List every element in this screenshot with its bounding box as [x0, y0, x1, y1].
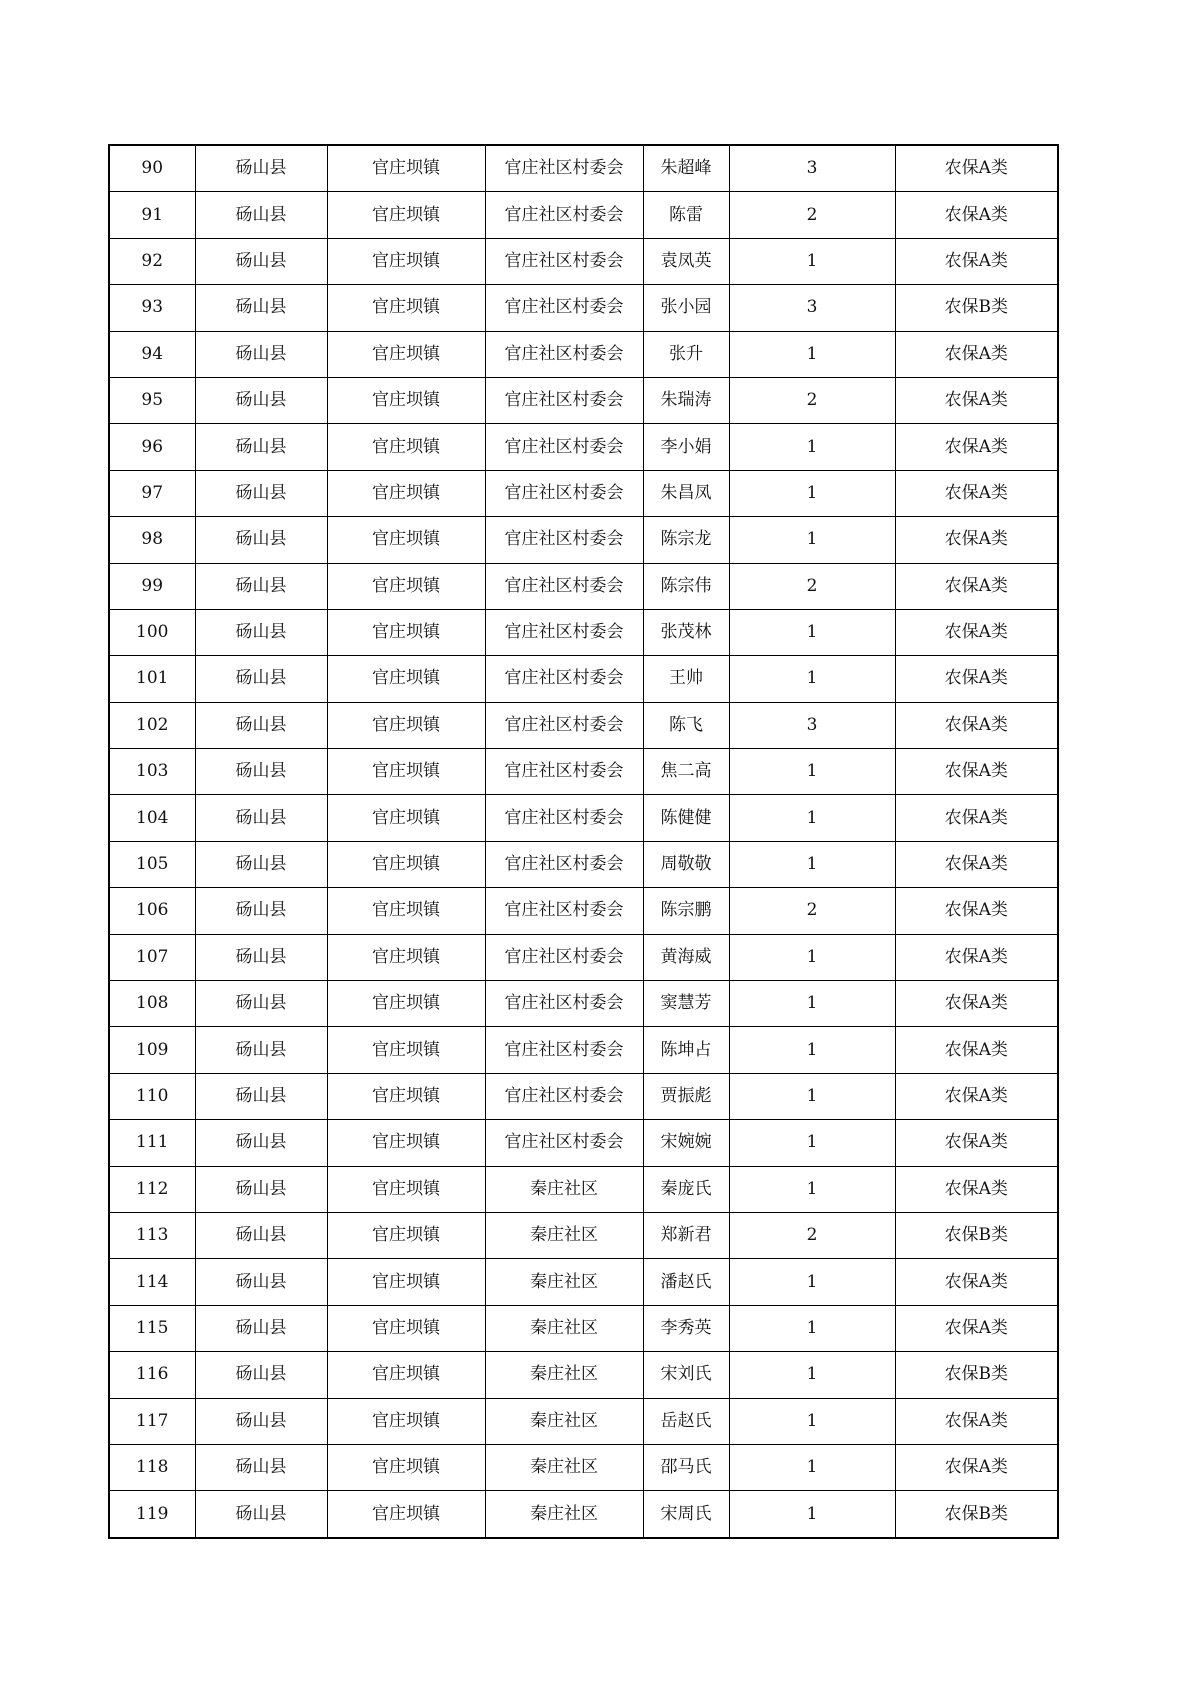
county-cell: 砀山县: [195, 192, 327, 238]
county-cell: 砀山县: [195, 841, 327, 887]
household-count-cell: 1: [729, 1305, 895, 1351]
household-count-cell: 1: [729, 841, 895, 887]
records-table-body: [109, 145, 1058, 1538]
table-row: [109, 1027, 1058, 1073]
village-cell: 官庄社区村委会: [485, 656, 643, 702]
person-name-cell: 朱瑞涛: [643, 377, 729, 423]
household-count-cell: 1: [729, 795, 895, 841]
village-cell: 官庄社区村委会: [485, 749, 643, 795]
household-count-cell: 1: [729, 1398, 895, 1444]
village-cell: 秦庄社区: [485, 1398, 643, 1444]
town-cell: 官庄坝镇: [327, 1352, 485, 1398]
town-cell: 官庄坝镇: [327, 1212, 485, 1258]
county-cell: 砀山县: [195, 1398, 327, 1444]
household-count-cell: 1: [729, 656, 895, 702]
county-cell: 砀山县: [195, 1073, 327, 1119]
household-count-cell: 1: [729, 1444, 895, 1490]
village-cell: 秦庄社区: [485, 1259, 643, 1305]
insurance-category-cell: 农保A类: [895, 1398, 1058, 1444]
insurance-category-cell: 农保A类: [895, 795, 1058, 841]
town-cell: 官庄坝镇: [327, 1120, 485, 1166]
household-count-cell: 2: [729, 563, 895, 609]
row-number-cell: 98: [109, 517, 195, 563]
row-number-cell: 109: [109, 1027, 195, 1073]
insurance-category-cell: 农保A类: [895, 517, 1058, 563]
village-cell: 秦庄社区: [485, 1444, 643, 1490]
village-cell: 官庄社区村委会: [485, 1027, 643, 1073]
table-row: [109, 609, 1058, 655]
insurance-category-cell: 农保A类: [895, 702, 1058, 748]
village-cell: 官庄社区村委会: [485, 888, 643, 934]
person-name-cell: 陈飞: [643, 702, 729, 748]
county-cell: 砀山县: [195, 1352, 327, 1398]
household-count-cell: 1: [729, 1027, 895, 1073]
household-count-cell: 1: [729, 238, 895, 284]
village-cell: 官庄社区村委会: [485, 377, 643, 423]
village-cell: 官庄社区村委会: [485, 470, 643, 516]
town-cell: 官庄坝镇: [327, 1259, 485, 1305]
county-cell: 砀山县: [195, 749, 327, 795]
insurance-category-cell: 农保A类: [895, 841, 1058, 887]
person-name-cell: 潘赵氏: [643, 1259, 729, 1305]
town-cell: 官庄坝镇: [327, 331, 485, 377]
table-row: [109, 1166, 1058, 1212]
table-row: [109, 1398, 1058, 1444]
row-number-cell: 108: [109, 981, 195, 1027]
insurance-category-cell: 农保A类: [895, 1073, 1058, 1119]
table-row: [109, 1073, 1058, 1119]
table-row: [109, 749, 1058, 795]
town-cell: 官庄坝镇: [327, 377, 485, 423]
town-cell: 官庄坝镇: [327, 285, 485, 331]
insurance-category-cell: 农保A类: [895, 981, 1058, 1027]
county-cell: 砀山县: [195, 331, 327, 377]
row-number-cell: 112: [109, 1166, 195, 1212]
town-cell: 官庄坝镇: [327, 424, 485, 470]
table-row: [109, 934, 1058, 980]
county-cell: 砀山县: [195, 1212, 327, 1258]
county-cell: 砀山县: [195, 609, 327, 655]
county-cell: 砀山县: [195, 702, 327, 748]
village-cell: 官庄社区村委会: [485, 192, 643, 238]
person-name-cell: 王帅: [643, 656, 729, 702]
table-row: [109, 470, 1058, 516]
village-cell: 官庄社区村委会: [485, 238, 643, 284]
town-cell: 官庄坝镇: [327, 1027, 485, 1073]
row-number-cell: 92: [109, 238, 195, 284]
household-count-cell: 1: [729, 331, 895, 377]
table-row: [109, 1352, 1058, 1398]
insurance-category-cell: 农保A类: [895, 1259, 1058, 1305]
village-cell: 官庄社区村委会: [485, 517, 643, 563]
household-count-cell: 3: [729, 702, 895, 748]
household-count-cell: 1: [729, 470, 895, 516]
insurance-category-cell: 农保A类: [895, 563, 1058, 609]
row-number-cell: 119: [109, 1491, 195, 1538]
household-count-cell: 1: [729, 1259, 895, 1305]
person-name-cell: 陈健健: [643, 795, 729, 841]
county-cell: 砀山县: [195, 981, 327, 1027]
county-cell: 砀山县: [195, 1444, 327, 1490]
insurance-category-cell: 农保A类: [895, 749, 1058, 795]
insurance-category-cell: 农保A类: [895, 1444, 1058, 1490]
row-number-cell: 107: [109, 934, 195, 980]
county-cell: 砀山县: [195, 1120, 327, 1166]
county-cell: 砀山县: [195, 656, 327, 702]
insurance-category-cell: 农保B类: [895, 1212, 1058, 1258]
row-number-cell: 102: [109, 702, 195, 748]
household-count-cell: 1: [729, 1352, 895, 1398]
insurance-category-cell: 农保A类: [895, 1120, 1058, 1166]
table-row: [109, 656, 1058, 702]
table-row: [109, 841, 1058, 887]
household-count-cell: 2: [729, 1212, 895, 1258]
county-cell: 砀山县: [195, 145, 327, 192]
row-number-cell: 97: [109, 470, 195, 516]
household-count-cell: 1: [729, 1073, 895, 1119]
row-number-cell: 95: [109, 377, 195, 423]
insurance-category-cell: 农保A类: [895, 331, 1058, 377]
town-cell: 官庄坝镇: [327, 841, 485, 887]
person-name-cell: 张升: [643, 331, 729, 377]
person-name-cell: 陈宗伟: [643, 563, 729, 609]
town-cell: 官庄坝镇: [327, 1073, 485, 1119]
town-cell: 官庄坝镇: [327, 1305, 485, 1351]
town-cell: 官庄坝镇: [327, 1444, 485, 1490]
person-name-cell: 陈坤占: [643, 1027, 729, 1073]
household-count-cell: 3: [729, 285, 895, 331]
town-cell: 官庄坝镇: [327, 656, 485, 702]
county-cell: 砀山县: [195, 424, 327, 470]
person-name-cell: 袁凤英: [643, 238, 729, 284]
table-row: [109, 1259, 1058, 1305]
village-cell: 秦庄社区: [485, 1352, 643, 1398]
insurance-category-cell: 农保A类: [895, 238, 1058, 284]
insurance-category-cell: 农保A类: [895, 656, 1058, 702]
person-name-cell: 秦庞氏: [643, 1166, 729, 1212]
person-name-cell: 宋刘氏: [643, 1352, 729, 1398]
county-cell: 砀山县: [195, 285, 327, 331]
row-number-cell: 104: [109, 795, 195, 841]
town-cell: 官庄坝镇: [327, 888, 485, 934]
village-cell: 官庄社区村委会: [485, 609, 643, 655]
insurance-category-cell: 农保A类: [895, 192, 1058, 238]
table-row: [109, 1120, 1058, 1166]
village-cell: 官庄社区村委会: [485, 285, 643, 331]
village-cell: 官庄社区村委会: [485, 934, 643, 980]
county-cell: 砀山县: [195, 1259, 327, 1305]
household-count-cell: 1: [729, 1120, 895, 1166]
row-number-cell: 106: [109, 888, 195, 934]
insurance-category-cell: 农保A类: [895, 934, 1058, 980]
table-row: [109, 1491, 1058, 1538]
town-cell: 官庄坝镇: [327, 238, 485, 284]
village-cell: 官庄社区村委会: [485, 981, 643, 1027]
person-name-cell: 宋婉婉: [643, 1120, 729, 1166]
person-name-cell: 贾振彪: [643, 1073, 729, 1119]
person-name-cell: 邵马氏: [643, 1444, 729, 1490]
village-cell: 官庄社区村委会: [485, 563, 643, 609]
county-cell: 砀山县: [195, 470, 327, 516]
row-number-cell: 115: [109, 1305, 195, 1351]
person-name-cell: 郑新君: [643, 1212, 729, 1258]
row-number-cell: 105: [109, 841, 195, 887]
table-row: [109, 377, 1058, 423]
table-row: [109, 517, 1058, 563]
county-cell: 砀山县: [195, 934, 327, 980]
county-cell: 砀山县: [195, 1305, 327, 1351]
town-cell: 官庄坝镇: [327, 795, 485, 841]
insurance-category-cell: 农保A类: [895, 424, 1058, 470]
person-name-cell: 陈宗龙: [643, 517, 729, 563]
town-cell: 官庄坝镇: [327, 517, 485, 563]
table-row: [109, 331, 1058, 377]
row-number-cell: 117: [109, 1398, 195, 1444]
row-number-cell: 96: [109, 424, 195, 470]
town-cell: 官庄坝镇: [327, 563, 485, 609]
person-name-cell: 黄海威: [643, 934, 729, 980]
person-name-cell: 李小娟: [643, 424, 729, 470]
insurance-category-cell: 农保A类: [895, 377, 1058, 423]
household-count-cell: 2: [729, 888, 895, 934]
village-cell: 官庄社区村委会: [485, 331, 643, 377]
town-cell: 官庄坝镇: [327, 702, 485, 748]
household-count-cell: 1: [729, 1166, 895, 1212]
person-name-cell: 朱超峰: [643, 145, 729, 192]
county-cell: 砀山县: [195, 888, 327, 934]
county-cell: 砀山县: [195, 238, 327, 284]
insurance-category-cell: 农保A类: [895, 1027, 1058, 1073]
person-name-cell: 李秀英: [643, 1305, 729, 1351]
table-row: [109, 702, 1058, 748]
town-cell: 官庄坝镇: [327, 145, 485, 192]
insurance-category-cell: 农保A类: [895, 888, 1058, 934]
row-number-cell: 114: [109, 1259, 195, 1305]
person-name-cell: 宋周氏: [643, 1491, 729, 1538]
household-count-cell: 1: [729, 981, 895, 1027]
village-cell: 秦庄社区: [485, 1166, 643, 1212]
household-count-cell: 2: [729, 192, 895, 238]
table-row: [109, 1305, 1058, 1351]
county-cell: 砀山县: [195, 1166, 327, 1212]
town-cell: 官庄坝镇: [327, 609, 485, 655]
table-row: [109, 981, 1058, 1027]
row-number-cell: 116: [109, 1352, 195, 1398]
person-name-cell: 焦二高: [643, 749, 729, 795]
table-row: [109, 563, 1058, 609]
insurance-category-cell: 农保A类: [895, 145, 1058, 192]
county-cell: 砀山县: [195, 1491, 327, 1538]
row-number-cell: 118: [109, 1444, 195, 1490]
insurance-category-cell: 农保B类: [895, 1352, 1058, 1398]
row-number-cell: 110: [109, 1073, 195, 1119]
county-cell: 砀山县: [195, 517, 327, 563]
household-count-cell: 3: [729, 145, 895, 192]
person-name-cell: 窦慧芳: [643, 981, 729, 1027]
village-cell: 官庄社区村委会: [485, 145, 643, 192]
town-cell: 官庄坝镇: [327, 1491, 485, 1538]
village-cell: 官庄社区村委会: [485, 795, 643, 841]
table-row: [109, 1212, 1058, 1258]
person-name-cell: 朱昌凤: [643, 470, 729, 516]
person-name-cell: 陈宗鹏: [643, 888, 729, 934]
insurance-category-cell: 农保B类: [895, 1491, 1058, 1538]
village-cell: 秦庄社区: [485, 1305, 643, 1351]
county-cell: 砀山县: [195, 563, 327, 609]
village-cell: 秦庄社区: [485, 1212, 643, 1258]
household-count-cell: 1: [729, 749, 895, 795]
table-row: [109, 145, 1058, 192]
household-count-cell: 1: [729, 1491, 895, 1538]
town-cell: 官庄坝镇: [327, 1166, 485, 1212]
table-row: [109, 888, 1058, 934]
insurance-category-cell: 农保A类: [895, 1166, 1058, 1212]
household-count-cell: 1: [729, 424, 895, 470]
insurance-category-cell: 农保A类: [895, 1305, 1058, 1351]
insurance-category-cell: 农保A类: [895, 609, 1058, 655]
table-row: [109, 1444, 1058, 1490]
person-name-cell: 张小园: [643, 285, 729, 331]
row-number-cell: 111: [109, 1120, 195, 1166]
county-cell: 砀山县: [195, 795, 327, 841]
table-row: [109, 795, 1058, 841]
table-row: [109, 285, 1058, 331]
household-count-cell: 2: [729, 377, 895, 423]
row-number-cell: 93: [109, 285, 195, 331]
row-number-cell: 113: [109, 1212, 195, 1258]
village-cell: 官庄社区村委会: [485, 1073, 643, 1119]
household-count-cell: 1: [729, 609, 895, 655]
town-cell: 官庄坝镇: [327, 934, 485, 980]
row-number-cell: 99: [109, 563, 195, 609]
insurance-category-cell: 农保B类: [895, 285, 1058, 331]
row-number-cell: 94: [109, 331, 195, 377]
town-cell: 官庄坝镇: [327, 981, 485, 1027]
row-number-cell: 103: [109, 749, 195, 795]
town-cell: 官庄坝镇: [327, 1398, 485, 1444]
county-cell: 砀山县: [195, 377, 327, 423]
person-name-cell: 张茂林: [643, 609, 729, 655]
village-cell: 官庄社区村委会: [485, 841, 643, 887]
table-row: [109, 238, 1058, 284]
household-count-cell: 1: [729, 934, 895, 980]
table-row: [109, 192, 1058, 238]
county-cell: 砀山县: [195, 1027, 327, 1073]
person-name-cell: 陈雷: [643, 192, 729, 238]
town-cell: 官庄坝镇: [327, 192, 485, 238]
town-cell: 官庄坝镇: [327, 470, 485, 516]
person-name-cell: 周敬敬: [643, 841, 729, 887]
row-number-cell: 90: [109, 145, 195, 192]
row-number-cell: 91: [109, 192, 195, 238]
row-number-cell: 101: [109, 656, 195, 702]
village-cell: 官庄社区村委会: [485, 424, 643, 470]
household-count-cell: 1: [729, 517, 895, 563]
village-cell: 官庄社区村委会: [485, 702, 643, 748]
records-table: [108, 144, 1059, 1539]
village-cell: 官庄社区村委会: [485, 1120, 643, 1166]
town-cell: 官庄坝镇: [327, 749, 485, 795]
village-cell: 秦庄社区: [485, 1491, 643, 1538]
table-row: [109, 424, 1058, 470]
row-number-cell: 100: [109, 609, 195, 655]
insurance-category-cell: 农保A类: [895, 470, 1058, 516]
person-name-cell: 岳赵氏: [643, 1398, 729, 1444]
